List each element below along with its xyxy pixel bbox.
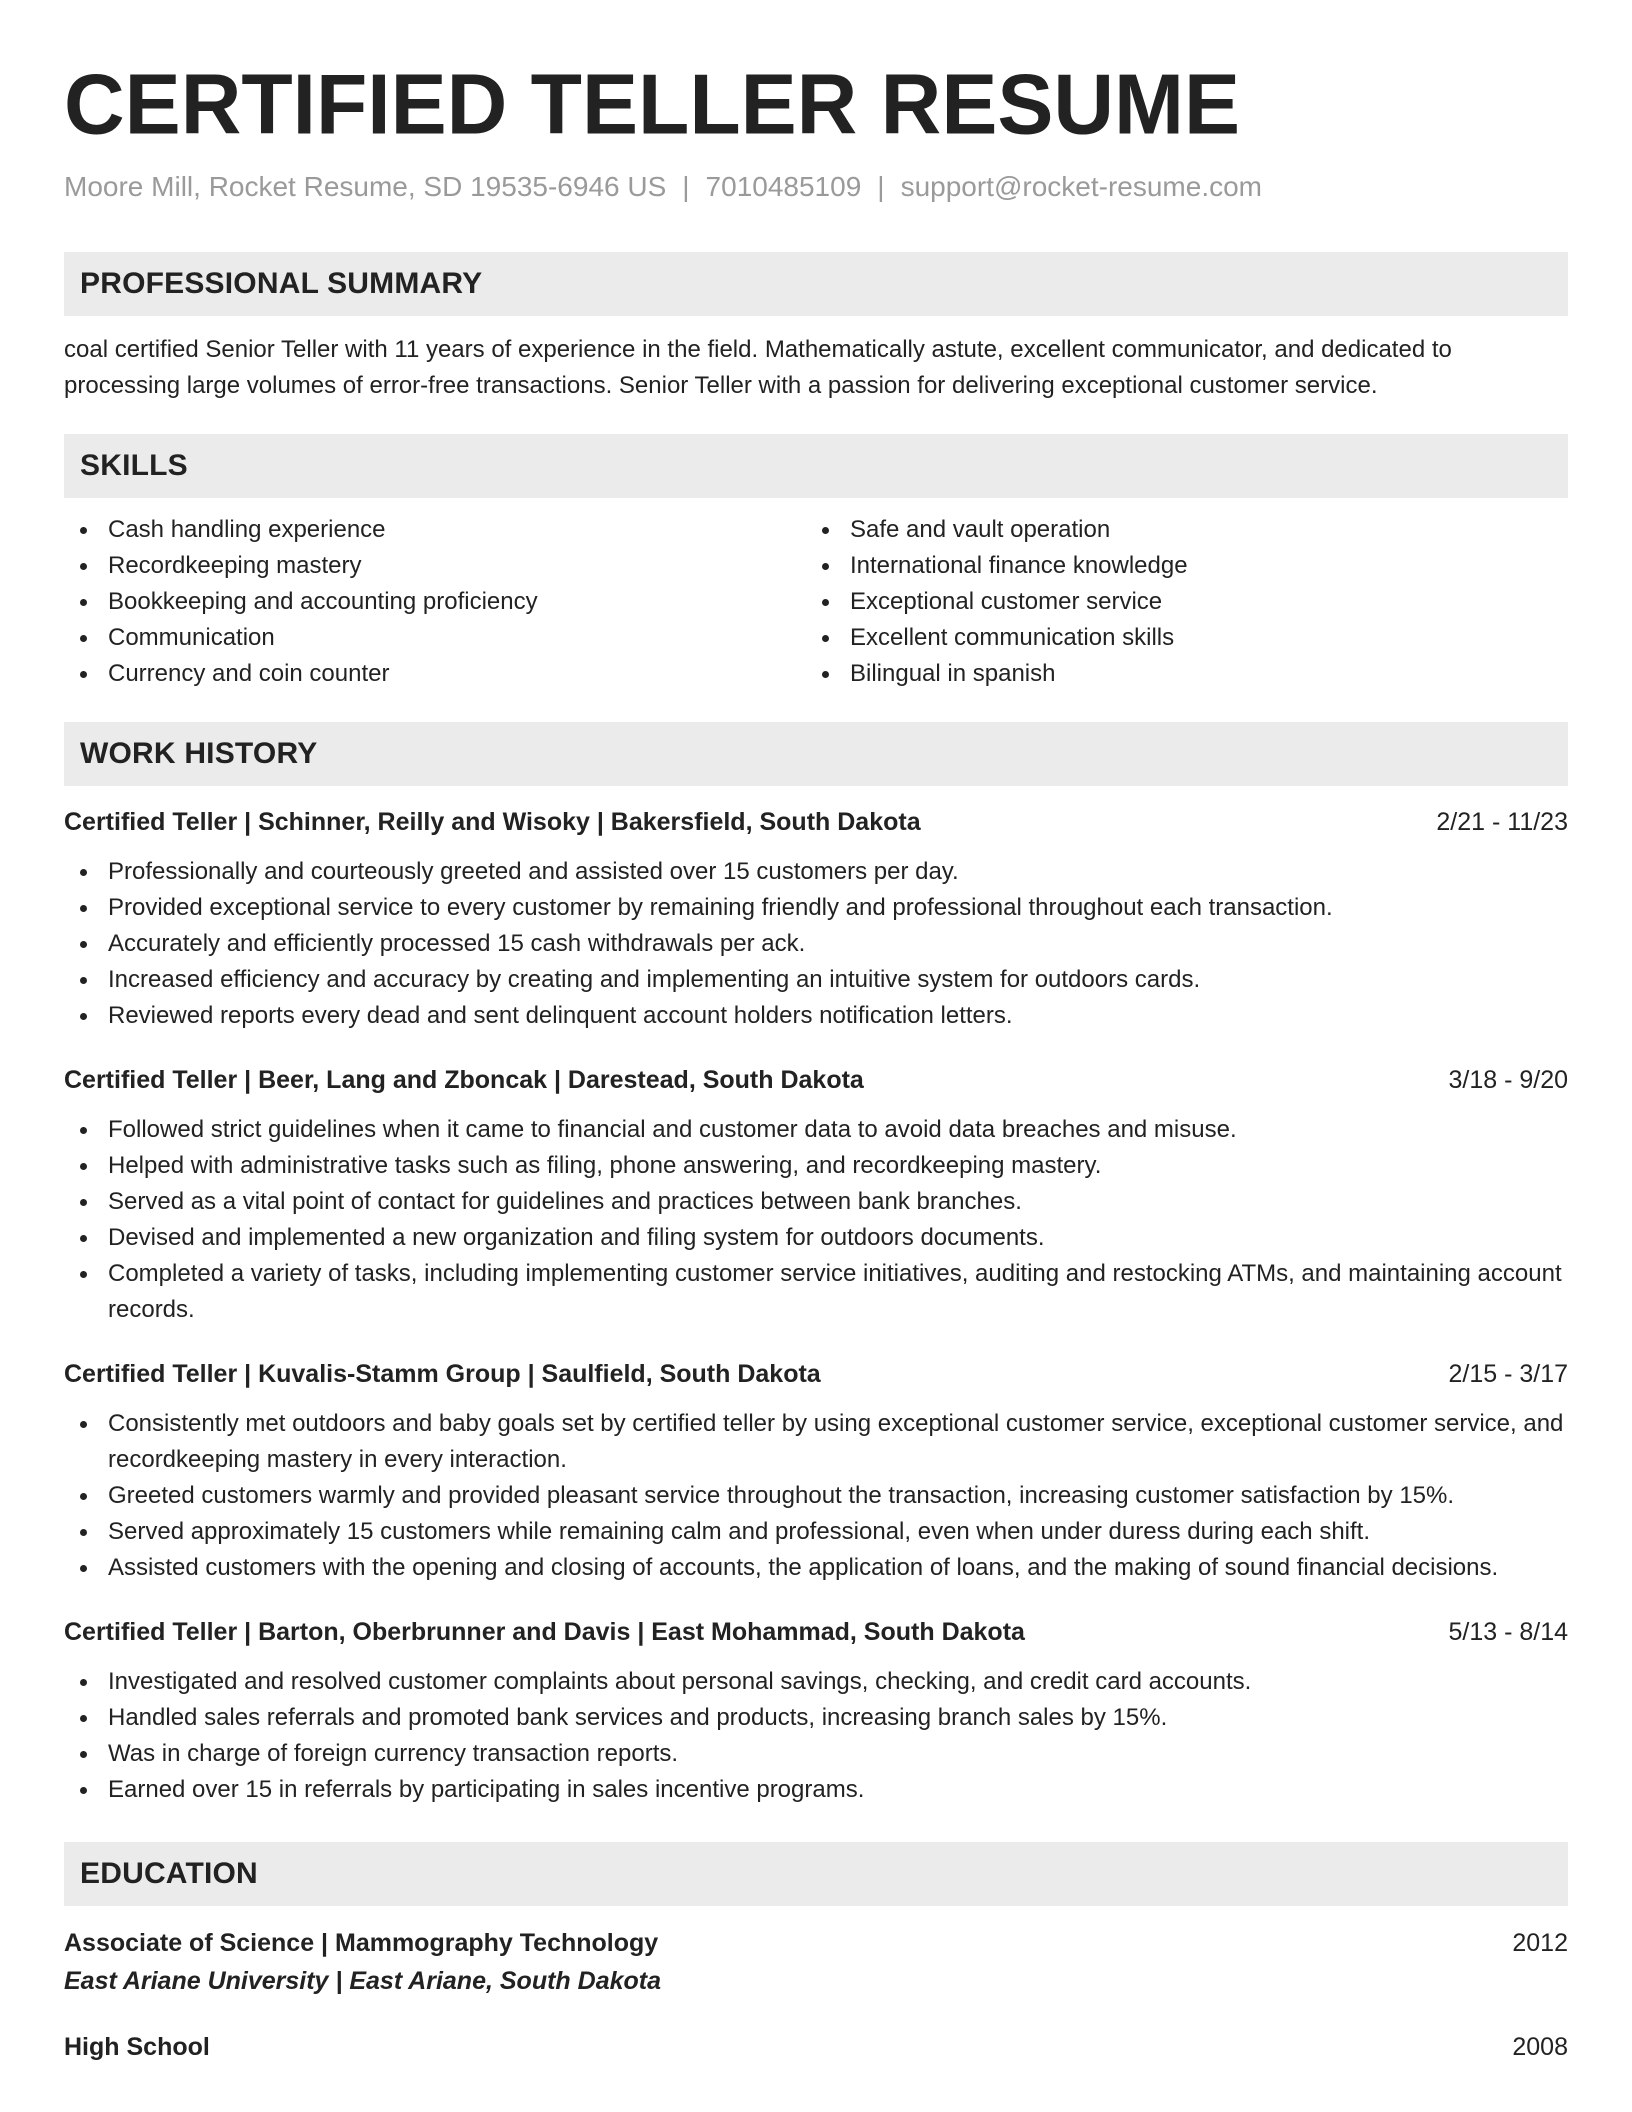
job-bullets [64,1406,1568,1586]
job-bullets [64,1112,1568,1328]
job-bullet: Earned over 15 in referrals by participating in sales incentive programs. [64,1772,1568,1808]
job-heading-line [64,1356,1568,1392]
education-entry [64,1924,1568,2000]
job-bullet: Professionally and courteously greeted and assisted over 15 customers per day. [64,854,1568,890]
contact-phone: 7010485109 [705,171,862,202]
job-heading: Certified Teller | Barton, Oberbrunner and Davis | East Mohammad, South Dakota [64,1618,1025,1646]
skills-grid [64,512,1568,692]
job-bullet: Reviewed reports every dead and sent delinquent account holders notification letters. [64,998,1568,1034]
job-entry [64,1062,1568,1328]
section-header-summary: PROFESSIONAL SUMMARY [64,252,1568,316]
job-bullet: Assisted customers with the opening and closing of accounts, the application of loans, and the making of sound financial decisions. [64,1550,1568,1586]
job-entry [64,1356,1568,1586]
skills-column-left [64,512,806,692]
job-bullet: Increased efficiency and accuracy by creating and implementing an intuitive system for outdoors cards. [64,962,1568,998]
job-bullet: Followed strict guidelines when it came to financial and customer data to avoid data breaches and misuse. [64,1112,1568,1148]
skill-item: Excellent communication skills [806,620,1548,656]
skills-column-right [806,512,1548,692]
job-bullet: Greeted customers warmly and provided pleasant service throughout the transaction, increasing customer satisfaction by 15%. [64,1478,1568,1514]
job-bullet: Provided exceptional service to every customer by remaining friendly and professional throughout each transaction. [64,890,1568,926]
skill-item: International finance knowledge [806,548,1548,584]
resume-title: CERTIFIED TELLER RESUME [64,56,1241,152]
contact-line [64,170,1568,204]
job-bullet: Devised and implemented a new organization and filing system for outdoors documents. [64,1220,1568,1256]
job-bullet: Investigated and resolved customer complaints about personal savings, checking, and credit card accounts. [64,1664,1568,1700]
job-bullets [64,854,1568,1034]
education-heading-line [64,1924,1568,1962]
job-entry [64,804,1568,1034]
job-bullet: Served approximately 15 customers while remaining calm and professional, even when under duress during each shift. [64,1514,1568,1550]
summary-text: coal certified Senior Teller with 11 years of experience in the field. Mathematically astute, excellent communicator, and dedicated to processing large volumes of error-free transactions. Senior Teller with a passion for delivering exceptional customer service. [64,336,1452,399]
job-bullet: Consistently met outdoors and baby goals set by certified teller by using exceptional customer service, exceptional customer service, and recordkeeping mastery in every interaction. [64,1406,1568,1478]
job-heading: Certified Teller | Kuvalis-Stamm Group | Saulfield, South Dakota [64,1360,821,1388]
skill-item: Currency and coin counter [64,656,806,692]
contact-address: Moore Mill, Rocket Resume, SD 19535-6946 US [64,171,667,202]
job-bullet: Was in charge of foreign currency transaction reports. [64,1736,1568,1772]
job-heading: Certified Teller | Schinner, Reilly and Wisoky | Bakersfield, South Dakota [64,808,921,836]
education-degree: Associate of Science | Mammography Technology [64,1929,659,1957]
education-year: 2008 [1512,2033,1568,2061]
job-heading-line [64,1062,1568,1098]
job-bullet: Handled sales referrals and promoted bank services and products, increasing branch sales by 15%. [64,1700,1568,1736]
skill-item: Communication [64,620,806,656]
skill-item: Safe and vault operation [806,512,1548,548]
job-dates: 2/15 - 3/17 [1448,1360,1568,1388]
job-bullets [64,1664,1568,1808]
job-heading: Certified Teller | Beer, Lang and Zboncak | Darestead, South Dakota [64,1066,864,1094]
job-dates: 2/21 - 11/23 [1436,808,1568,836]
job-bullet: Served as a vital point of contact for guidelines and practices between bank branches. [64,1184,1568,1220]
education-school: East Ariane University | East Ariane, South Dakota [64,1967,661,1995]
section-header-education: EDUCATION [64,1842,1568,1906]
job-heading-line [64,1614,1568,1650]
education-heading-line [64,2028,1568,2066]
section-header-work-history: WORK HISTORY [64,722,1568,786]
job-bullet: Accurately and efficiently processed 15 cash withdrawals per ack. [64,926,1568,962]
job-dates: 3/18 - 9/20 [1448,1066,1568,1094]
skill-item: Recordkeeping mastery [64,548,806,584]
job-bullet: Helped with administrative tasks such as filing, phone answering, and recordkeeping mastery. [64,1148,1568,1184]
contact-email: support@rocket-resume.com [900,171,1262,202]
education-year: 2012 [1512,1929,1568,1957]
skill-item: Exceptional customer service [806,584,1548,620]
section-header-skills: SKILLS [64,434,1568,498]
education-entry [64,2028,1568,2066]
contact-separator: | [877,171,885,202]
skill-item: Cash handling experience [64,512,806,548]
skill-item: Bilingual in spanish [806,656,1548,692]
job-dates: 5/13 - 8/14 [1448,1618,1568,1646]
contact-separator: | [682,171,690,202]
skill-item: Bookkeeping and accounting proficiency [64,584,806,620]
job-entry [64,1614,1568,1808]
education-degree: High School [64,2033,210,2061]
job-heading-line [64,804,1568,840]
job-bullet: Completed a variety of tasks, including implementing customer service initiatives, auditing and restocking ATMs, and maintaining account records. [64,1256,1568,1328]
